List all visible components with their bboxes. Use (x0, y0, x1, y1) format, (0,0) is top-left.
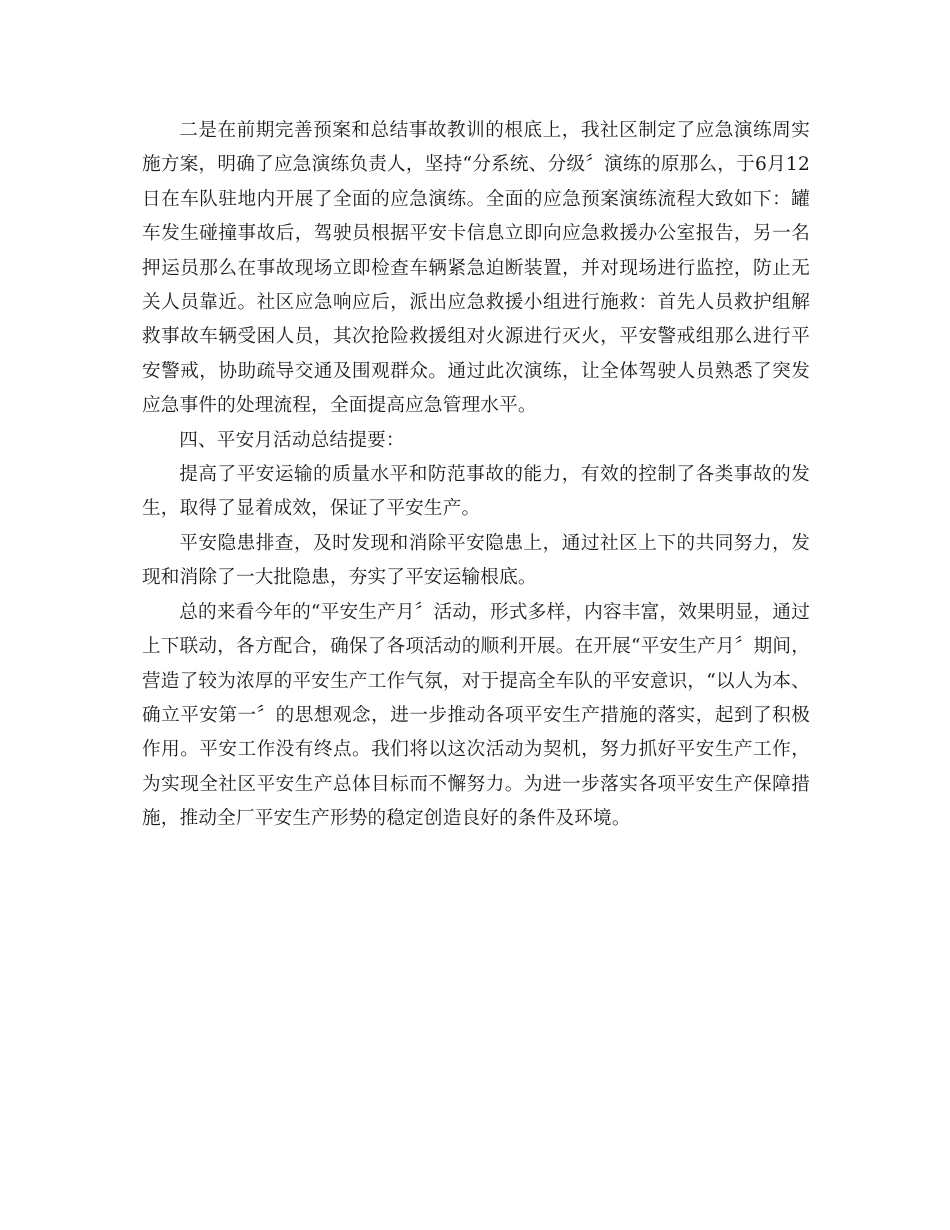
paragraph-emergency-drill: 二是在前期完善预案和总结事故教训的根底上，我社区制定了应急演练周实施方案，明确了应急演练负责人，坚持“分系统、分级〞演练的原那么，于6月12日在车队驻地内开展了全面的应急演练。全面的应急预案演练流程大致如下：罐车发生碰撞事故后，驾驶员根据平安卡信息立即向应急救援办公室报告，另一名押运员那么在事故现场立即检查车辆紧急迫断装置，并对现场进行监控，防止无关人员靠近。社区应急响应后，派出应急救援小组进行施救：首先人员救护组解救事故车辆受困人员，其次抢险救援组对火源进行灭火，平安警戒组那么进行平安警戒，协助疏导交通及围观群众。通过此次演练，让全体驾驶人员熟悉了突发应急事件的处理流程，全面提高应急管理水平。 (142, 120, 810, 417)
paragraph-accident-prevention: 提高了平安运输的质量水平和防范事故的能力，有效的控制了各类事故的发生，取得了显着成效，保证了平安生产。 (142, 464, 810, 520)
section-heading-summary: 四、平安月活动总结提要： (179, 429, 405, 451)
document-body (142, 114, 810, 837)
paragraph-hazard-inspection: 平安隐患排查，及时发现和消除平安隐患上，通过社区上下的共同努力，发现和消除了一大批隐患，夯实了平安运输根底。 (142, 532, 810, 589)
paragraph-overall-summary: 总的来看今年的“平安生产月〞活动，形式多样，内容丰富，效果明显，通过上下联动，各方配合，确保了各项活动的顺利开展。在开展“平安生产月〞期间，营造了较为浓厚的平安生产工作气氛，对于提高全车队的平安意识，“以人为本、确立平安第一〞的思想观念，进一步推动各项平安生产措施的落实，起到了积极作用。平安工作没有终点。我们将以这次活动为契机，努力抓好平安生产工作，为实现全社区平安生产总体目标而不懈努力。为进一步落实各项平安生产保障措施，推动全厂平安生产形势的稳定创造良好的条件及环境。 (142, 601, 810, 830)
